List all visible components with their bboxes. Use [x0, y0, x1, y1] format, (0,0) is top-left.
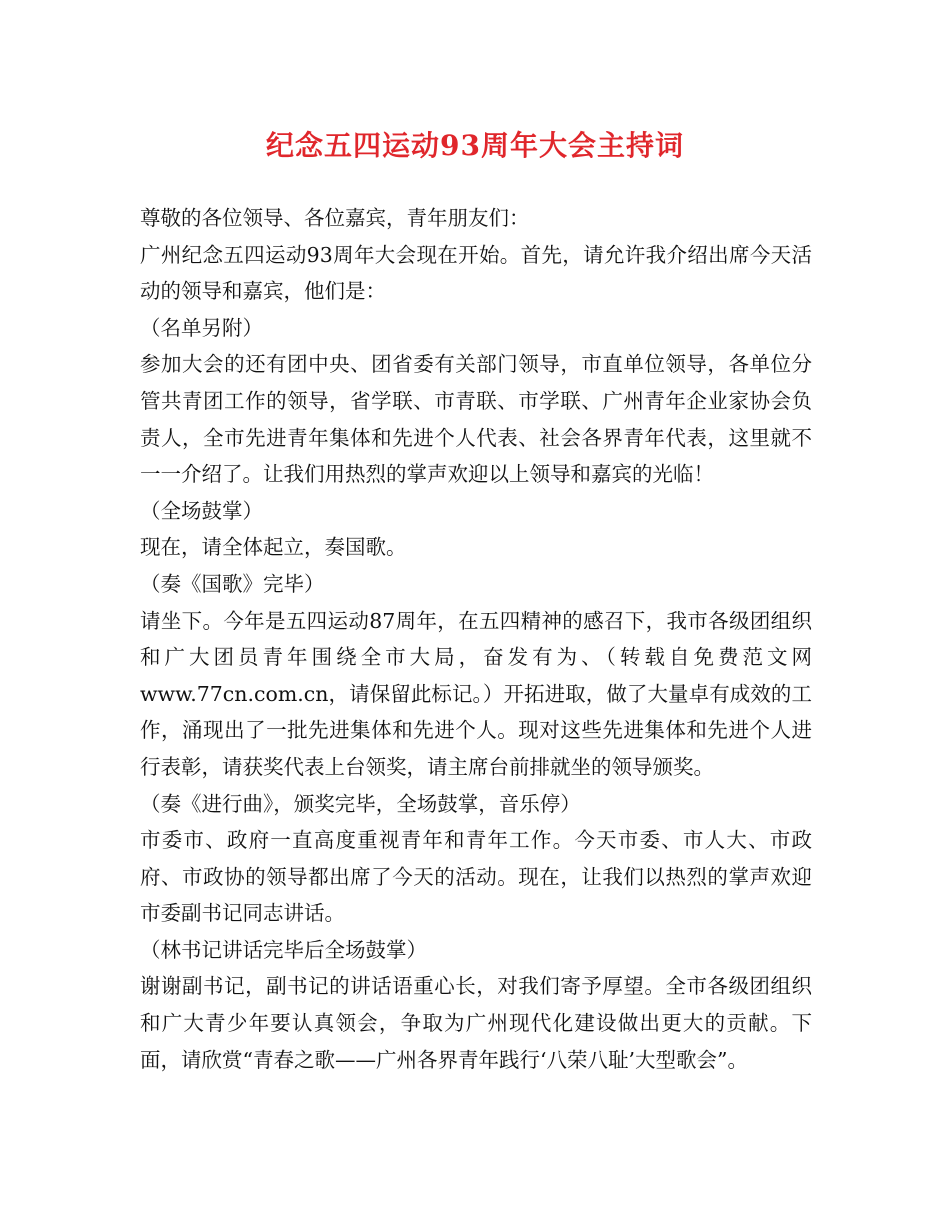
paragraph-stage-note: （奏《国歌》完毕）	[140, 571, 325, 596]
paragraph-opening: 广州纪念五四运动93周年大会现在开始。首先，请允许我介绍出席今天活动的领导和嘉宾，他们是：	[140, 242, 812, 304]
paragraph-attendees: 参加大会的还有团中央、团省委有关部门领导，市直单位领导，各单位分管共青团工作的领导，省学联、市青联、市学联、广州青年企业家协会负责人，全市先进青年集体和先进个人代表、社会各界青年代表，这里就不一一介绍了。让我们用热烈的掌声欢迎以上领导和嘉宾的光临！	[140, 352, 812, 487]
paragraph-stage-note: （奏《进行曲》，颁奖完毕，全场鼓掌，音乐停）	[140, 791, 581, 816]
paragraph-closing: 谢谢副书记，副书记的讲话语重心长，对我们寄予厚望。全市各级团组织和广大青少年要认真领会，争取为广州现代化建设做出更大的贡献。下面，请欣赏“青春之歌——广州各界青年践行‘八荣八耻’大型歌会”。	[140, 974, 812, 1072]
paragraph-stage-note: （全场鼓掌）	[140, 498, 263, 523]
paragraph-stage-note: （林书记讲话完毕后全场鼓掌）	[140, 937, 427, 962]
paragraph-anthem: 现在，请全体起立，奏国歌。	[140, 535, 407, 560]
paragraph-awards: 请坐下。今年是五四运动87周年，在五四精神的感召下，我市各级团组织和广大团员青年围绕全市大局，奋发有为、（转载自免费范文网www.77cn.com.cn，请保留此标记。）开拓进取，做了大量卓有成效的工作，涌现出了一批先进集体和先进个人。现对这些先进集体和先进个人进行表彰，请获奖代表上台领奖，请主席台前排就坐的领导颁奖。	[140, 608, 812, 779]
document-title: 纪念五四运动93周年大会主持词	[266, 129, 684, 162]
paragraph-speech-intro: 市委市、政府一直高度重视青年和青年工作。今天市委、市人大、市政府、市政协的领导都出席了今天的活动。现在，让我们以热烈的掌声欢迎市委副书记同志讲话。	[140, 828, 812, 926]
paragraph-stage-note: （名单另附）	[140, 315, 263, 340]
document-body	[140, 200, 812, 1078]
paragraph-greeting: 尊敬的各位领导、各位嘉宾，青年朋友们：	[140, 206, 530, 230]
